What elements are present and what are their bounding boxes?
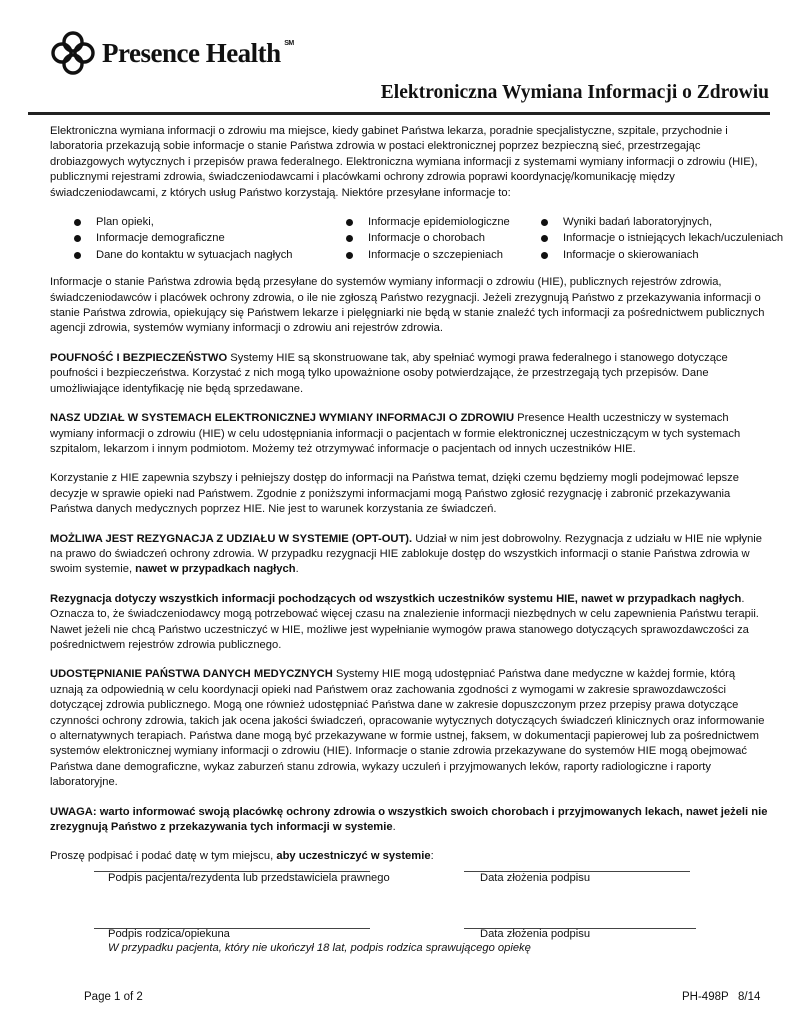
benefits-paragraph: Korzystanie z HIE zapewnia szybszy i pełniejszy dostęp do informacji na Państwa temat, dzięki czemu będziemy mogli podejmować lepsze decyzje w sprawie opieki nad Państwem. Zgodnie z poniższymi informacjami mogą Państwo zgłosić rezygnację i zabronić przekazywania Państwa danych medycznych poprzez HIE. Nie jest to warunek korzystania ze świadczeń. (50, 472, 739, 516)
warning-text: UWAGA: warto informować swoją placówkę ochrony zdrowia o wszystkich swoich chorobach i przyjmowanych lekach, nawet jeżeli nie zrezygnują Państwo z przekazywania tych informacji w systemie (50, 805, 768, 834)
participation-text: Presence Health uczestniczy w systemach wymiany informacji o zdrowiu (HIE) w celu udostępniania informacji o pacjentach w formie elektronicznej uczestniczącym w tych systemach szpitalom, lekarzom i innym podmiotom. Możemy też otrzymywać informacje o pacjentach od innych uczestników HIE. (50, 412, 741, 455)
sign-request (50, 849, 768, 864)
participation-heading: NASZ UDZIAŁ W SYSTEMACH ELEKTRONICZNEJ WYMIANY INFORMACJI O ZDROWIU (50, 412, 515, 425)
list-item: Informacje o skierowaniach (517, 248, 757, 263)
sharing-heading: UDOSTĘPNIANIE PAŃSTWA DANYCH MEDYCZNYCH (50, 668, 333, 681)
list-item: Dane do kontaktu w sytuacjach nagłych (50, 248, 322, 263)
optout-heading: MOŻLIWA JEST REZYGNACJA Z UDZIAŁU W SYSTEMIE (OPT-OUT). (50, 532, 413, 545)
list-item: Informacje o szczepieniach (322, 248, 517, 263)
document-body (50, 124, 784, 879)
sign-request-end: : (430, 850, 434, 863)
participation-section (50, 411, 768, 457)
presence-health-logo-icon (50, 30, 96, 76)
patient-signature-label: Podpis pacjenta/rezydenta lub przedstawiciela prawnego (108, 872, 390, 884)
minor-note: W przypadku pacjenta, który nie ukończył 18 lat, podpis rodzica sprawującego opiekę (108, 942, 531, 954)
optout-emphasis: nawet w przypadkach nagłych (135, 563, 296, 576)
warning-end: . (392, 821, 396, 834)
optout-end: . (295, 563, 299, 576)
privacy-section (50, 351, 768, 397)
sign-request-text: Proszę podpisać i podać datę w tym miejscu, (50, 850, 277, 863)
privacy-heading: POUFNOŚĆ I BEZPIECZEŃSTWO (50, 351, 228, 364)
list-item: Informacje epidemiologiczne (322, 215, 517, 230)
state-info-paragraph: Informacje o stanie Państwa zdrowia będą przesyłane do systemów wymiany informacji o zdrowiu (HIE), publicznych rejestrów zdrowia, świadczeniodawców i placówek ochrony zdrowia, o ile nie zgłoszą Państwo rezygnacji. Jeżeli zrezygnują Państwo z przekazywania informacji o stanie Państwa zdrowia, opiekujący się Państwem lekarze i pielęgniarki nie będą w stanie znaleźć tych informacji za pośrednictwem publicznych agencji zdrowia, systemów wymiany informacji o zdrowiu ani rejestrów zdrowia. (50, 276, 765, 335)
page-title: Elektroniczna Wymiana Informacji o Zdrowiu (380, 82, 769, 103)
form-code: PH-498P 8/14 (682, 991, 761, 1003)
sign-request-emphasis: aby uczestniczyć w systemie (276, 850, 431, 863)
optout-section (50, 532, 768, 578)
logo (50, 30, 294, 76)
list-item: Informacje demograficzne (50, 231, 322, 246)
date-label-1: Data złożenia podpisu (480, 872, 591, 884)
page-number: Page 1 of 2 (84, 991, 143, 1003)
sharing-section (50, 667, 768, 790)
guardian-signature-label: Podpis rodzica/opiekuna (108, 928, 230, 940)
privacy-text: Systemy HIE są skonstruowane tak, aby spełniać wymogi prawa federalnego i stanowego dotyczące poufności i bezpieczeństwa. Korzystać z nich mogą tylko upoważnione osoby potwierdzające, że przestrzegają tych przepisów. Dane umożliwiające identyfikację nie będą sprzedawane. (50, 351, 728, 395)
service-mark: SM (284, 39, 294, 47)
intro-paragraph: Elektroniczna wymiana informacji o zdrowiu ma miejsce, kiedy gabinet Państwa lekarza, poradnie specjalistyczne, szpitale, przychodnie i laboratoria przekazują sobie informacje o stanie Państwa zdrowia w postaci elektronicznej poprzez bezpieczną sieć, przestrzegając drobiazgowych wytycznych i przepisów prawa federalnego. Elektroniczna wymiana informacji z systemami wymiany informacji o zdrowiu (HIE), publicznymi rejestrami zdrowia, świadczeniodawcami i placówkami ochrony zdrowia poprawi koordynację/komunikację między świadczeniodawcami, z których usług Państwo korzystają. Niektóre przesyłane informacje to: (50, 125, 758, 199)
optout-scope-text: . Oznacza to, że świadczeniodawcy mogą potrzebować więcej czasu na znalezienie informacji niezbędnych w celu zapewnienia Państwu terapii. Nawet jeżeli nie chcą Państwo uczestniczyć w HIE, możliwe jest wypełnianie wymogów prawa stanowego dotyczących sprawozdawczości za pośrednictwem rejestrów zdrowia publicznego. (50, 592, 759, 651)
list-item: Informacje o istniejących lekach/uczuleniach (517, 231, 757, 246)
warning-section (50, 805, 768, 836)
optout-scope-section (50, 592, 768, 654)
title-divider (28, 112, 770, 115)
optout-text: Udział w nim jest dobrowolny. Rezygnacja z udziału w HIE nie wpłynie na prawo do świadczeń ochrony zdrowia. W przypadku rezygnacji HIE zablokuje dostęp do wszystkich informacji o stanie Państwa zdrowia w swoim systemie, (50, 532, 763, 576)
optout-scope-heading: Rezygnacja dotyczy wszystkich informacji pochodzących od wszystkich uczestników systemu HIE, nawet w przypadkach nagłych (50, 592, 742, 605)
sharing-text: Systemy HIE mogą udostępniać Państwa dane medyczne w każdej formie, którą uznają za odpowiednią w celu koordynacji opieki nad Państwem oraz zachowania zgodności z wymogami w zakresie sprawozdawczości dotyczącej zdrowia publicznego. Mogą one również udostępniać Państwa dane w zakresie dopuszczonym przez przepisy prawa dotyczące czynności ochrony zdrowia, takich jak ocena jakości świadczeń, opracowanie wytycznych dotyczących świadczeń klinicznych oraz informowanie o alternatywnych terapiach. Państwa dane mogą być przekazywane w formie ustnej, faksem, w dokumentacji papierowej lub za pośrednictwem systemów elektronicznej wymiany informacji o zdrowiu (HIE). Informacje o stanie zdrowia przekazywane do systemów HIE mogą obejmować Państwa dane demograficzne, wykaz zaburzeń stanu zdrowia, wykazy uczuleń i przyjmowanych leków, raporty radiologiczne i raporty laboratoryjne. (50, 668, 765, 789)
list-item: Plan opieki, (50, 215, 322, 230)
list-item: Informacje o chorobach (322, 231, 517, 246)
info-types-list (50, 215, 784, 263)
date-label-2: Data złożenia podpisu (480, 928, 591, 940)
list-item: Wyniki badań laboratoryjnych, (517, 215, 757, 230)
brand-name: Presence Health SM (102, 37, 294, 68)
